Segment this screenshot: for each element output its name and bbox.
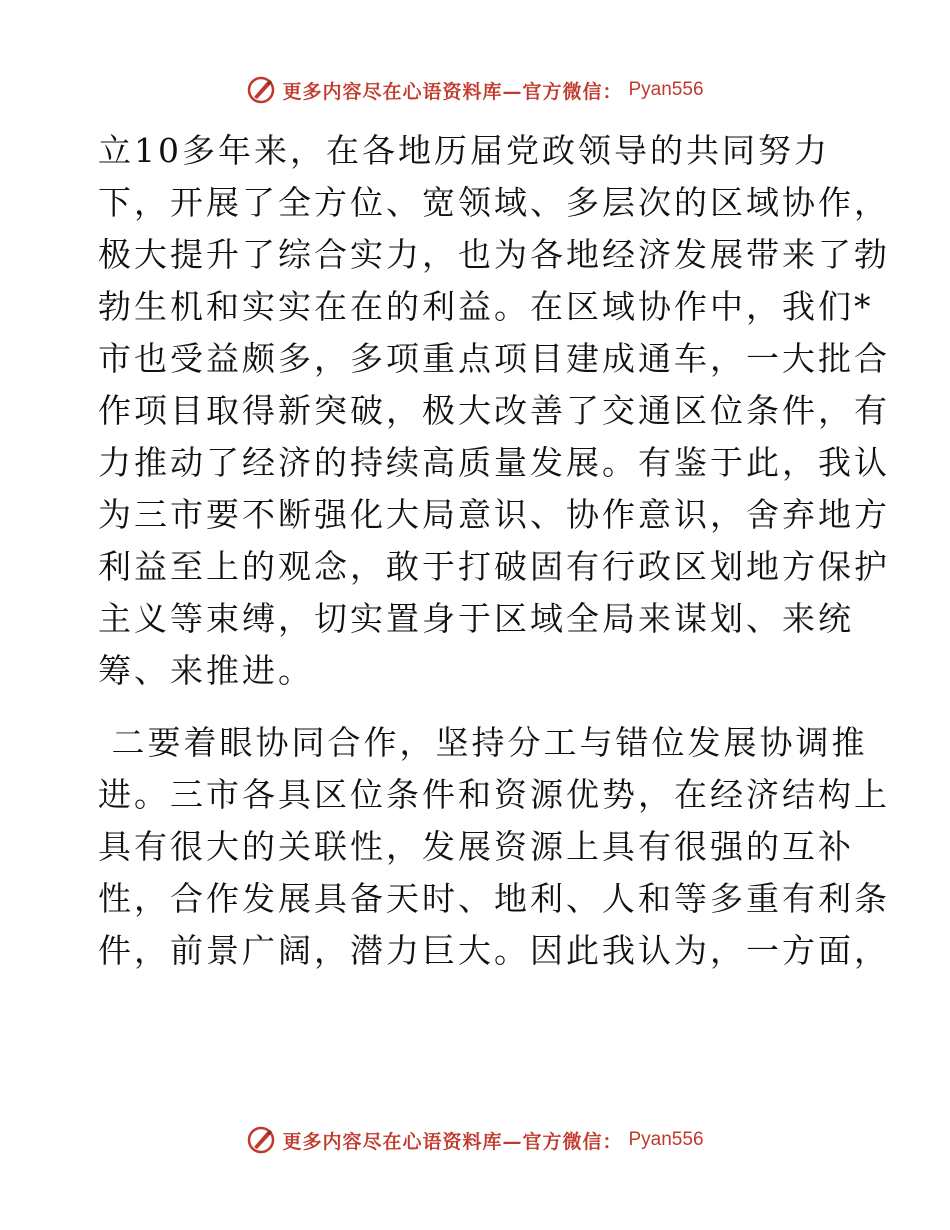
header-banner — [0, 70, 950, 110]
header-banner-text: 更多内容尽在心语资料库—官方微信： — [282, 80, 623, 103]
text-line: 立10多年来，在各地历届党政领导的共同努力 — [98, 131, 830, 170]
paragraph-spacer — [98, 697, 858, 717]
text-line: 力推动了经济的持续高质量发展。有鉴于此，我认 — [98, 443, 890, 482]
paragraph-2 — [98, 717, 890, 977]
text-line: 作项目取得新突破，极大改善了交通区位条件，有 — [98, 391, 890, 430]
text-line: 主义等束缚，切实置身于区域全局来谋划、来统 — [98, 599, 854, 638]
text-line: 筹、来推进。 — [98, 651, 314, 690]
footer-banner-text: 更多内容尽在心语资料库—官方微信： — [282, 1130, 623, 1153]
paragraph-1 — [98, 125, 890, 697]
pen-logo-icon — [246, 75, 276, 105]
header-wechat-id: Pyan556 — [628, 79, 704, 100]
text-line: 下，开展了全方位、宽领域、多层次的区域协作， — [98, 183, 890, 222]
text-line: 勃生机和实实在在的利益。在区域协作中，我们* — [98, 287, 874, 326]
text-line: 件，前景广阔，潜力巨大。因此我认为，一方面， — [98, 931, 890, 970]
text-line: 市也受益颇多，多项重点项目建成通车，一大批合 — [98, 339, 890, 378]
text-line: 为三市要不断强化大局意识、协作意识，舍弃地方 — [98, 495, 890, 534]
document-body — [98, 125, 890, 977]
text-line: 利益至上的观念，敢于打破固有行政区划地方保护 — [98, 547, 890, 586]
text-line: 性，合作发展具备天时、地利、人和等多重有利条 — [98, 879, 890, 918]
footer-banner — [0, 1120, 950, 1160]
text-line: 二要着眼协同合作，坚持分工与错位发展协调推 — [98, 723, 868, 762]
text-line: 进。三市各具区位条件和资源优势，在经济结构上 — [98, 775, 890, 814]
pen-logo-icon — [246, 1125, 276, 1155]
text-line: 具有很大的关联性，发展资源上具有很强的互补 — [98, 827, 854, 866]
footer-wechat-id: Pyan556 — [628, 1129, 704, 1150]
text-line: 极大提升了综合实力，也为各地经济发展带来了勃 — [98, 235, 890, 274]
